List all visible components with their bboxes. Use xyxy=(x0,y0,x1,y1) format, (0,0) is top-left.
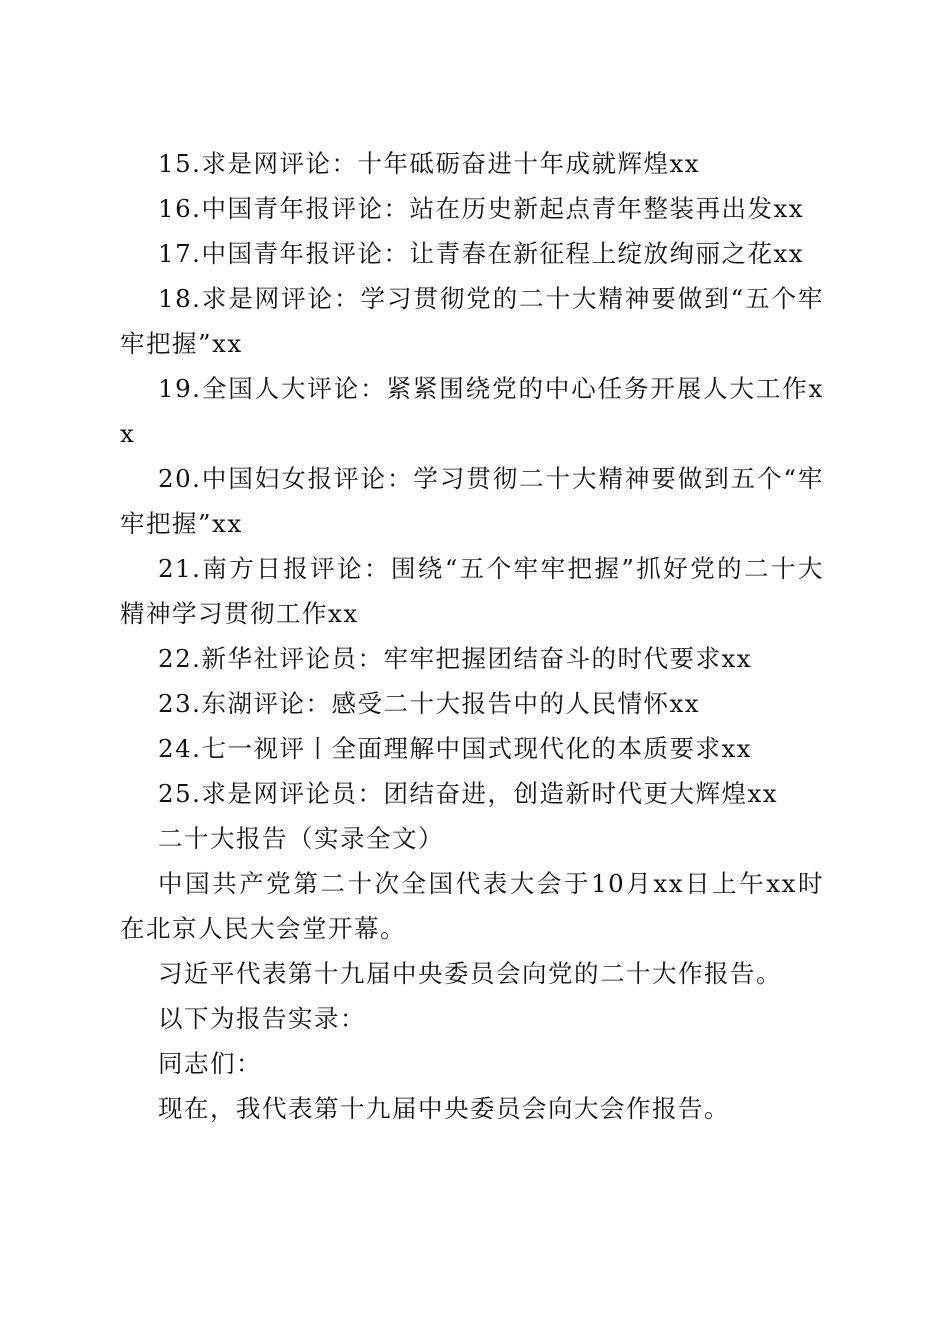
list-item: 22.新华社评论员：牢牢把握团结奋斗的时代要求xx xyxy=(158,644,753,673)
body-paragraph: 习近平代表第十九届中央委员会向党的二十大作报告。 xyxy=(158,959,782,988)
body-paragraph: 中国共产党第二十次全国代表大会于10月xx日上午xx时在北京人民大会堂开幕。 xyxy=(120,869,824,943)
document-body xyxy=(120,141,824,1131)
list-item: 15.求是网评论：十年砥砺奋进十年成就辉煌xx xyxy=(158,149,701,178)
list-item: 23.东湖评论：感受二十大报告中的人民情怀xx xyxy=(158,689,701,718)
list-item: 19.全国人大评论：紧紧围绕党的中心任务开展人大工作xx xyxy=(120,374,824,448)
section-heading: 二十大报告（实录全文） xyxy=(158,824,444,853)
list-item: 17.中国青年报评论：让青春在新征程上绽放绚丽之花xx xyxy=(158,239,805,268)
list-item: 20.中国妇女报评论：学习贯彻二十大精神要做到五个“牢牢把握”xx xyxy=(120,464,824,538)
body-paragraph: 现在，我代表第十九届中央委员会向大会作报告。 xyxy=(158,1094,730,1123)
list-item: 25.求是网评论员：团结奋进，创造新时代更大辉煌xx xyxy=(158,779,779,808)
list-item: 21.南方日报评论：围绕“五个牢牢把握”抓好党的二十大精神学习贯彻工作xx xyxy=(120,554,824,628)
list-item: 16.中国青年报评论：站在历史新起点青年整装再出发xx xyxy=(158,194,805,223)
salutation: 同志们： xyxy=(158,1049,262,1078)
list-item: 18.求是网评论：学习贯彻党的二十大精神要做到“五个牢牢把握”xx xyxy=(120,284,824,358)
list-item: 24.七一视评丨全面理解中国式现代化的本质要求xx xyxy=(158,734,753,763)
body-paragraph: 以下为报告实录： xyxy=(158,1004,366,1033)
